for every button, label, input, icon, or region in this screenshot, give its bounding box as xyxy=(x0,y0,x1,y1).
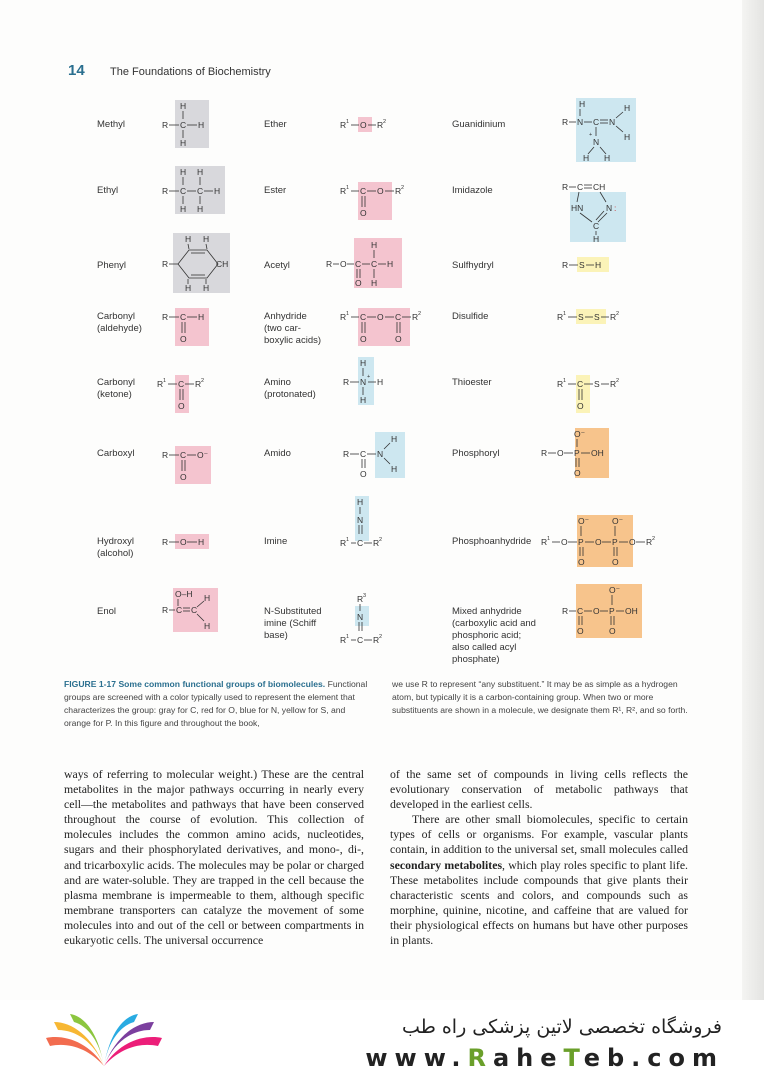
page-edge xyxy=(742,0,764,1000)
svg-text:C: C xyxy=(360,186,367,196)
group-label-ether: Ether xyxy=(264,119,287,130)
structure-carboxyl xyxy=(160,446,220,486)
svg-text:2: 2 xyxy=(379,634,383,640)
shop-name: فروشگاه تخصصی لاتین پزشکی راه طب xyxy=(402,1016,722,1038)
svg-text:R: R xyxy=(157,379,164,389)
svg-text:OH: OH xyxy=(625,606,638,616)
svg-text::: : xyxy=(614,203,617,213)
svg-text:O⁻: O⁻ xyxy=(578,516,590,526)
svg-text:2: 2 xyxy=(418,311,422,317)
svg-text:H: H xyxy=(180,138,187,148)
svg-text:R: R xyxy=(610,312,617,322)
svg-text:O: O xyxy=(340,259,347,269)
svg-text:O⁻: O⁻ xyxy=(612,516,624,526)
svg-text:R: R xyxy=(162,450,169,460)
svg-text:2: 2 xyxy=(379,537,383,543)
svg-text:C: C xyxy=(180,312,187,322)
svg-text:C: C xyxy=(357,635,364,645)
svg-text:R: R xyxy=(195,379,202,389)
body-paragraph: There are other small biomolecules, specific to certain types of cells or organisms. For example, vascular plants contain, in addition to the universal set, small molecules called secondary metabolites, which play roles specific to plant life. These metabolites include compounds that give plants their characteristic scents and colors, and compounds such as morphine, quinine, nicotine, and caffeine that are valued for their physiological effects on humans but have other purposes in plants. xyxy=(390,812,688,948)
svg-text:R: R xyxy=(557,312,564,322)
svg-text:1: 1 xyxy=(563,311,567,317)
svg-text:C: C xyxy=(178,379,185,389)
svg-text:P: P xyxy=(578,537,584,547)
body-column-left xyxy=(64,767,364,948)
svg-text:C: C xyxy=(180,186,187,196)
figure-number: FIGURE 1-17 xyxy=(64,679,117,689)
group-label-amido: Amido xyxy=(264,448,291,459)
svg-text:H: H xyxy=(357,497,364,507)
svg-text:R: R xyxy=(162,312,169,322)
svg-text:H: H xyxy=(185,234,192,244)
svg-text:H: H xyxy=(198,537,205,547)
svg-text:R: R xyxy=(541,537,548,547)
structure-amido xyxy=(343,432,413,480)
shop-url[interactable]: www.RaheTeb.com xyxy=(365,1044,724,1072)
svg-text:R: R xyxy=(340,312,347,322)
structure-sulfhydryl xyxy=(562,257,622,273)
svg-text:P: P xyxy=(612,537,618,547)
svg-text:1: 1 xyxy=(346,634,350,640)
figure-caption-left xyxy=(64,678,374,730)
svg-text:1: 1 xyxy=(346,311,350,317)
svg-text:O: O xyxy=(360,469,367,479)
group-label-carboxyl: Carboxyl xyxy=(97,448,135,459)
svg-text:2: 2 xyxy=(383,119,387,125)
structure-hydroxyl xyxy=(160,534,220,550)
svg-text:H: H xyxy=(185,283,192,293)
svg-text:O⁻: O⁻ xyxy=(197,450,209,460)
caption-text-left: Functional groups are screened with a color typically used to represent the element that characterizes the group: gray for C, red for O, blue for N, yellow for S, and orange for P. In this figure and throughout the book, xyxy=(64,679,368,728)
svg-text:S: S xyxy=(594,312,600,322)
group-label-ethyl: Ethyl xyxy=(97,185,119,196)
structure-guanidinium xyxy=(562,98,642,164)
group-label-mixed-anhydride: Mixed anhydride (carboxylic acid and phosphoric acid; also called acyl phosphate) xyxy=(452,606,536,665)
group-label-hydroxyl: Hydroxyl (alcohol) xyxy=(97,536,134,559)
svg-text:O: O xyxy=(377,186,384,196)
structure-methyl xyxy=(160,100,220,150)
svg-text:O: O xyxy=(360,120,367,130)
svg-text:R: R xyxy=(340,635,347,645)
group-label-thioester: Thioester xyxy=(452,377,492,388)
svg-text:O: O xyxy=(180,334,187,344)
svg-text:O: O xyxy=(609,626,616,636)
svg-text:C: C xyxy=(180,120,187,130)
svg-text:N: N xyxy=(609,117,616,127)
svg-text:R: R xyxy=(162,259,169,269)
svg-text:N: N xyxy=(593,137,600,147)
svg-text:C: C xyxy=(577,182,584,192)
svg-text:R: R xyxy=(343,377,350,387)
svg-text:C: C xyxy=(197,186,204,196)
svg-text:H: H xyxy=(360,395,367,405)
group-label-sulfhydryl: Sulfhydryl xyxy=(452,260,494,271)
svg-text:H: H xyxy=(595,260,602,270)
group-label-guanidinium: Guanidinium xyxy=(452,119,506,130)
svg-text:O: O xyxy=(557,448,564,458)
svg-text:O: O xyxy=(395,334,402,344)
svg-text:H: H xyxy=(583,153,590,163)
svg-text:R: R xyxy=(340,186,347,196)
svg-text:HN: HN xyxy=(571,203,584,213)
svg-text:R: R xyxy=(343,449,350,459)
svg-text:2: 2 xyxy=(201,378,205,384)
term-secondary-metabolites: secondary metabolites xyxy=(390,857,503,872)
group-label-disulfide: Disulfide xyxy=(452,311,489,322)
svg-text:2: 2 xyxy=(401,185,405,191)
group-label-phosphoryl: Phosphoryl xyxy=(452,448,500,459)
svg-text:C: C xyxy=(191,605,198,615)
figure-caption-right: we use R to represent “any substituent.” It may be as simple as a hydrogen atom, but typically it is a carbon-containing group. When two or more substituents are shown in a molecule, we designate them R¹, R², and so forth. xyxy=(392,679,688,715)
svg-text:H: H xyxy=(197,204,204,214)
svg-text:H: H xyxy=(180,167,187,177)
svg-text:2: 2 xyxy=(616,378,620,384)
svg-text:R: R xyxy=(326,259,333,269)
svg-text:C: C xyxy=(355,259,362,269)
group-label-anhydride: Anhydride (two car- boxylic acids) xyxy=(264,311,322,346)
svg-text:C: C xyxy=(176,605,183,615)
svg-text:H: H xyxy=(180,101,187,111)
group-label-phosphoanhydride: Phosphoanhydride xyxy=(452,536,532,547)
group-label-amino: Amino (protonated) xyxy=(264,377,316,400)
svg-text:N: N xyxy=(357,515,364,525)
svg-text:CH: CH xyxy=(593,182,606,192)
svg-text:P: P xyxy=(609,606,615,616)
svg-text:H: H xyxy=(387,259,394,269)
svg-text:1: 1 xyxy=(547,536,551,542)
svg-text:H: H xyxy=(371,240,378,250)
svg-text:O: O xyxy=(574,468,581,478)
svg-text:2: 2 xyxy=(616,311,620,317)
svg-text:+: + xyxy=(367,374,371,380)
svg-text:1: 1 xyxy=(346,537,350,543)
structure-anhydride xyxy=(340,308,430,348)
svg-text:H: H xyxy=(593,234,600,244)
svg-text:H: H xyxy=(371,278,378,288)
svg-text:R: R xyxy=(562,606,569,616)
group-label-acetyl: Acetyl xyxy=(264,260,290,271)
svg-text:R: R xyxy=(562,182,569,192)
svg-text:H: H xyxy=(203,283,210,293)
svg-text:C: C xyxy=(360,312,367,322)
structure-enol xyxy=(160,588,230,634)
group-label-methyl: Methyl xyxy=(97,119,125,130)
svg-text:H: H xyxy=(377,377,384,387)
svg-text:H: H xyxy=(198,120,205,130)
svg-text:C: C xyxy=(577,606,584,616)
svg-text:O: O xyxy=(578,557,585,567)
svg-text:O⁻: O⁻ xyxy=(574,429,586,439)
svg-text:N: N xyxy=(606,203,613,213)
group-label-imidazole: Imidazole xyxy=(452,185,493,196)
svg-text:R: R xyxy=(340,120,347,130)
body-paragraph: of the same set of compounds in living cells reflects the evolutionary conservation of metabolic pathways that developed in the earliest cells. xyxy=(390,767,688,812)
svg-text:H: H xyxy=(204,621,211,631)
group-label-ester: Ester xyxy=(264,185,287,196)
svg-text:H: H xyxy=(197,167,204,177)
svg-text:CH: CH xyxy=(216,259,229,269)
svg-text:H: H xyxy=(203,234,210,244)
group-label-carbonyl-aldehyde: Carbonyl (aldehyde) xyxy=(97,311,142,334)
svg-text:R: R xyxy=(610,379,617,389)
structure-mixed-anhydride xyxy=(562,584,652,640)
svg-text:H: H xyxy=(180,204,187,214)
svg-text:1: 1 xyxy=(346,185,350,191)
svg-text:R: R xyxy=(373,635,380,645)
svg-text:H: H xyxy=(624,132,631,142)
svg-text:O: O xyxy=(360,208,367,218)
body-paragraph: ways of referring to molecular weight.) These are the central metabolites in the major pathways occurring in nearly every cell—the metabolites and pathways that have been conserved throughout the course of evolution. This collection of molecules includes the common amino acids, nucleotides, sugars and their phosphorylated derivatives, and mono-, di-, and tricarboxylic acids. The molecules may be polar or charged and are water-soluble. They are trapped in the cell because the plasma membrane is impermeable to them, although specific membrane transporters can catalyze the movement of some molecules into and out of the cell or between compartments in eukaryotic cells. The universal occurrence xyxy=(64,767,364,948)
svg-text:3: 3 xyxy=(363,593,367,599)
structure-phosphoanhydride xyxy=(541,515,671,569)
svg-text:S: S xyxy=(579,260,585,270)
book-logo-icon xyxy=(44,1012,164,1070)
group-label-carbonyl-ketone: Carbonyl (ketone) xyxy=(97,377,136,400)
svg-text:O: O xyxy=(595,537,602,547)
structure-phosphoryl xyxy=(541,428,621,480)
structure-ketone xyxy=(157,375,217,415)
svg-text:+: + xyxy=(589,132,593,138)
svg-text:H: H xyxy=(391,464,398,474)
svg-text:O: O xyxy=(593,606,600,616)
svg-text:R: R xyxy=(162,186,169,196)
svg-text:R: R xyxy=(357,594,364,604)
svg-text:H: H xyxy=(198,312,205,322)
svg-text:O: O xyxy=(577,626,584,636)
svg-text:R: R xyxy=(162,605,169,615)
svg-text:1: 1 xyxy=(163,378,167,384)
structure-schiff-base xyxy=(340,593,410,648)
svg-text:C: C xyxy=(357,538,364,548)
svg-text:O: O xyxy=(377,312,384,322)
svg-text:O⁻: O⁻ xyxy=(609,585,621,595)
page-number: 14 xyxy=(68,62,85,79)
structure-amino xyxy=(343,357,403,407)
svg-text:S: S xyxy=(594,379,600,389)
svg-text:H: H xyxy=(391,434,398,444)
svg-text:N: N xyxy=(357,612,364,622)
svg-text:O: O xyxy=(355,278,362,288)
figure-title: Some common functional groups of biomolecules. xyxy=(118,679,326,689)
svg-text:R: R xyxy=(412,312,419,322)
svg-text:S: S xyxy=(578,312,584,322)
svg-text:2: 2 xyxy=(652,536,656,542)
svg-text:R: R xyxy=(646,537,653,547)
structure-imine xyxy=(340,496,410,558)
structure-acetyl xyxy=(326,238,406,290)
svg-text:H: H xyxy=(604,153,611,163)
structure-disulfide xyxy=(557,309,632,325)
group-label-phenyl: Phenyl xyxy=(97,260,127,271)
svg-text:O: O xyxy=(629,537,636,547)
svg-text:OH: OH xyxy=(591,448,604,458)
svg-text:O: O xyxy=(612,557,619,567)
svg-text:R: R xyxy=(395,186,402,196)
structure-phenyl xyxy=(160,233,235,295)
svg-text:R: R xyxy=(557,379,564,389)
svg-text:N: N xyxy=(577,117,584,127)
svg-text:R: R xyxy=(373,538,380,548)
svg-text:R: R xyxy=(541,448,548,458)
svg-text:R: R xyxy=(162,537,169,547)
svg-text:O: O xyxy=(577,401,584,411)
svg-text:H: H xyxy=(214,186,221,196)
body-column-right xyxy=(390,767,688,948)
svg-text:C: C xyxy=(180,450,187,460)
structure-ether xyxy=(340,117,400,133)
structure-thioester xyxy=(557,375,632,415)
svg-text:R: R xyxy=(340,538,347,548)
svg-text:O: O xyxy=(561,537,568,547)
svg-text:C: C xyxy=(593,117,600,127)
svg-text:1: 1 xyxy=(346,119,350,125)
group-label-imine: Imine xyxy=(264,536,288,547)
structure-ester xyxy=(340,182,415,222)
structure-ethyl xyxy=(160,166,230,216)
svg-text:O: O xyxy=(180,472,187,482)
svg-text:N: N xyxy=(360,377,367,387)
svg-text:O–H: O–H xyxy=(175,589,193,599)
svg-text:C: C xyxy=(395,312,402,322)
svg-text:N: N xyxy=(377,449,384,459)
svg-text:H: H xyxy=(579,99,586,109)
svg-text:C: C xyxy=(593,221,600,231)
svg-text:P: P xyxy=(574,448,580,458)
svg-text:H: H xyxy=(204,593,211,603)
svg-text:C: C xyxy=(577,379,584,389)
group-label-enol: Enol xyxy=(97,606,117,617)
svg-text:R: R xyxy=(562,260,569,270)
svg-text:C: C xyxy=(371,259,378,269)
svg-text:O: O xyxy=(178,401,185,411)
svg-text:R: R xyxy=(377,120,384,130)
structure-imidazole xyxy=(562,180,642,244)
svg-text:H: H xyxy=(360,358,367,368)
svg-text:C: C xyxy=(360,449,367,459)
svg-text:O: O xyxy=(360,334,367,344)
svg-text:1: 1 xyxy=(563,378,567,384)
svg-text:O: O xyxy=(180,537,187,547)
running-title: The Foundations of Biochemistry xyxy=(110,66,271,78)
structure-aldehyde xyxy=(160,308,220,348)
svg-text:R: R xyxy=(562,117,569,127)
group-label-schiff-base: N-Substituted imine (Schiff base) xyxy=(264,606,322,641)
svg-text:R: R xyxy=(162,120,169,130)
svg-text:H: H xyxy=(624,103,631,113)
